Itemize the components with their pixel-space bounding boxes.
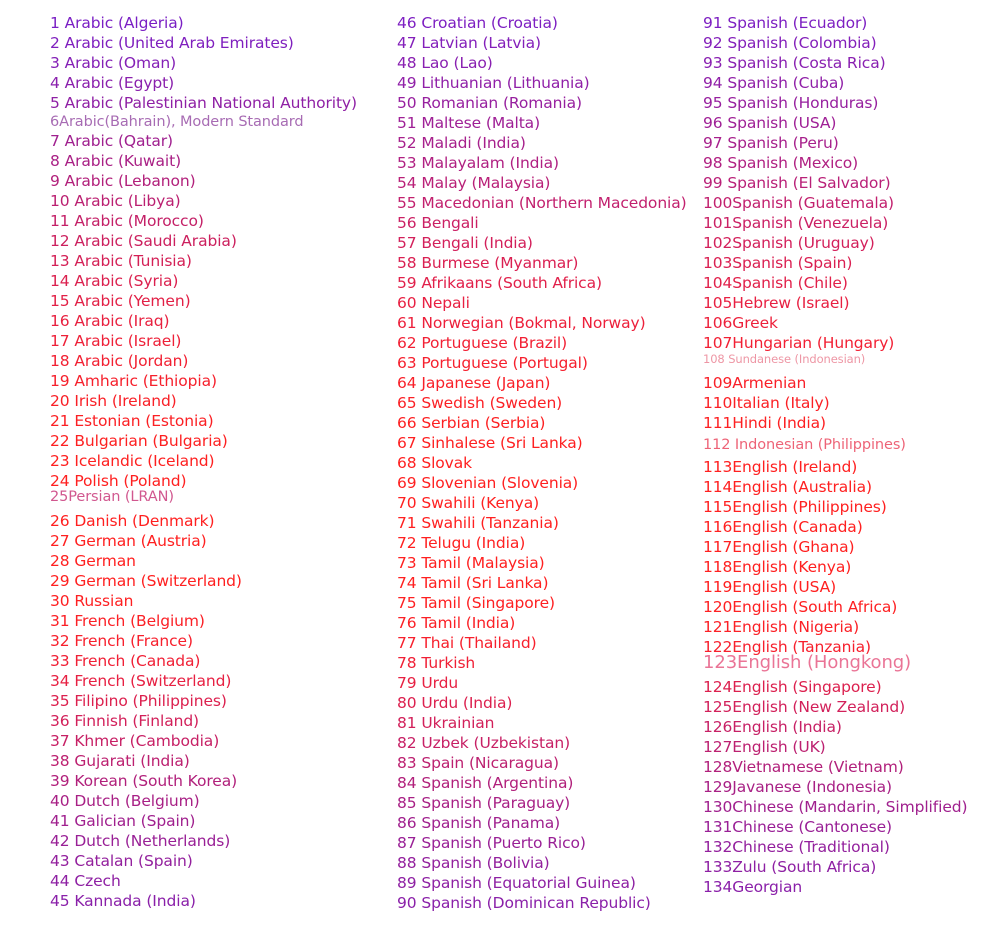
- language-list-item: 9 Arabic (Lebanon): [50, 172, 196, 190]
- language-list-item: 22 Bulgarian (Bulgaria): [50, 432, 228, 450]
- language-list-item: 3 Arabic (Oman): [50, 54, 177, 72]
- language-list-item: 133Zulu (South Africa): [703, 858, 877, 876]
- language-list-item: 104Spanish (Chile): [703, 274, 848, 292]
- language-list-item: 74 Tamil (Sri Lanka): [397, 574, 549, 592]
- language-list-item: 70 Swahili (Kenya): [397, 494, 540, 512]
- language-list-item: 17 Arabic (Israel): [50, 332, 182, 350]
- language-list-item: 99 Spanish (El Salvador): [703, 174, 891, 192]
- language-list-item: 16 Arabic (Iraq): [50, 312, 170, 330]
- language-list-item: 85 Spanish (Paraguay): [397, 794, 571, 812]
- language-list-item: 20 Irish (Ireland): [50, 392, 177, 410]
- language-list-item: 108 Sundanese (Indonesian): [703, 352, 866, 366]
- language-list-item: 117English (Ghana): [703, 538, 855, 556]
- language-list-item: 25Persian (LRAN): [50, 489, 174, 505]
- language-list-item: 114English (Australia): [703, 478, 872, 496]
- language-list-item: 53 Malayalam (India): [397, 154, 559, 172]
- language-list-item: 130Chinese (Mandarin, Simplified): [703, 798, 968, 816]
- language-list-item: 109Armenian: [703, 374, 807, 392]
- language-list-item: 2 Arabic (United Arab Emirates): [50, 34, 294, 52]
- language-list-item: 55 Macedonian (Northern Macedonia): [397, 194, 687, 212]
- language-column-3: [703, 13, 967, 897]
- language-list-item: 68 Slovak: [397, 454, 473, 472]
- language-list-item: 19 Amharic (Ethiopia): [50, 372, 217, 390]
- language-list-item: 112 Indonesian (Philippines): [703, 437, 906, 453]
- language-list-item: 92 Spanish (Colombia): [703, 34, 877, 52]
- language-list-item: 127English (UK): [703, 738, 826, 756]
- language-list-item: 24 Polish (Poland): [50, 472, 187, 490]
- language-list-item: 105Hebrew (Israel): [703, 294, 850, 312]
- language-list-item: 61 Norwegian (Bokmal, Norway): [397, 314, 646, 332]
- language-list-item: 21 Estonian (Estonia): [50, 412, 214, 430]
- language-list-item: 43 Catalan (Spain): [50, 852, 193, 870]
- language-list-item: 83 Spain (Nicaragua): [397, 754, 559, 772]
- language-list-item: 122English (Tanzania): [703, 638, 871, 656]
- language-list-item: 86 Spanish (Panama): [397, 814, 561, 832]
- language-list-item: 132Chinese (Traditional): [703, 838, 890, 856]
- language-list-item: 90 Spanish (Dominican Republic): [397, 894, 651, 912]
- language-list-item: 37 Khmer (Cambodia): [50, 732, 220, 750]
- language-list-item: 7 Arabic (Qatar): [50, 132, 173, 150]
- language-list-item: 60 Nepali: [397, 294, 470, 312]
- language-list-item: 57 Bengali (India): [397, 234, 533, 252]
- language-list-item: 59 Afrikaans (South Africa): [397, 274, 602, 292]
- language-list-item: 95 Spanish (Honduras): [703, 94, 879, 112]
- language-list-item: 91 Spanish (Ecuador): [703, 14, 868, 32]
- language-list-item: 94 Spanish (Cuba): [703, 74, 845, 92]
- language-list-item: 8 Arabic (Kuwait): [50, 152, 182, 170]
- language-list-item: 84 Spanish (Argentina): [397, 774, 574, 792]
- language-list-item: 46 Croatian (Croatia): [397, 14, 558, 32]
- language-list-item: 48 Lao (Lao): [397, 54, 493, 72]
- language-list-item: 1 Arabic (Algeria): [50, 14, 184, 32]
- language-list-item: 49 Lithuanian (Lithuania): [397, 74, 590, 92]
- language-list-item: 18 Arabic (Jordan): [50, 352, 189, 370]
- language-list-item: 121English (Nigeria): [703, 618, 860, 636]
- language-list-item: 78 Turkish: [397, 654, 476, 672]
- language-list-item: 5 Arabic (Palestinian National Authority): [50, 94, 357, 112]
- language-list-item: 38 Gujarati (India): [50, 752, 190, 770]
- language-list-item: 87 Spanish (Puerto Rico): [397, 834, 586, 852]
- language-list-item: 96 Spanish (USA): [703, 114, 837, 132]
- language-list-item: 72 Telugu (India): [397, 534, 526, 552]
- language-list-item: 30 Russian: [50, 592, 134, 610]
- language-list-item: 131Chinese (Cantonese): [703, 818, 893, 836]
- language-list-item: 13 Arabic (Tunisia): [50, 252, 192, 270]
- language-list-item: 4 Arabic (Egypt): [50, 74, 175, 92]
- language-list-item: 47 Latvian (Latvia): [397, 34, 541, 52]
- language-list-item: 50 Romanian (Romania): [397, 94, 582, 112]
- language-list-item: 113English (Ireland): [703, 458, 858, 476]
- language-list-item: 58 Burmese (Myanmar): [397, 254, 579, 272]
- language-list-item: 15 Arabic (Yemen): [50, 292, 191, 310]
- language-list-item: 118English (Kenya): [703, 558, 852, 576]
- language-list-item: 36 Finnish (Finland): [50, 712, 200, 730]
- language-list-item: 76 Tamil (India): [397, 614, 516, 632]
- language-list-item: 97 Spanish (Peru): [703, 134, 839, 152]
- language-list-item: 28 German: [50, 552, 136, 570]
- language-list-item: 93 Spanish (Costa Rica): [703, 54, 886, 72]
- language-list-item: 23 Icelandic (Iceland): [50, 452, 215, 470]
- language-list-item: 66 Serbian (Serbia): [397, 414, 546, 432]
- language-list-item: 98 Spanish (Mexico): [703, 154, 859, 172]
- language-list-item: 103Spanish (Spain): [703, 254, 853, 272]
- language-list-item: 129Javanese (Indonesia): [703, 778, 892, 796]
- language-list-item: 45 Kannada (India): [50, 892, 196, 910]
- language-list-item: 89 Spanish (Equatorial Guinea): [397, 874, 636, 892]
- language-list-item: 39 Korean (South Korea): [50, 772, 238, 790]
- language-list-item: 125English (New Zealand): [703, 698, 906, 716]
- language-list-item: 75 Tamil (Singapore): [397, 594, 555, 612]
- language-list-item: 12 Arabic (Saudi Arabia): [50, 232, 237, 250]
- language-list-item: 123English (Hongkong): [703, 652, 912, 673]
- language-list-item: 126English (India): [703, 718, 842, 736]
- language-list-item: 124English (Singapore): [703, 678, 882, 696]
- language-list-item: 51 Maltese (Malta): [397, 114, 541, 132]
- language-list-item: 56 Bengali: [397, 214, 479, 232]
- language-list-item: 67 Sinhalese (Sri Lanka): [397, 434, 583, 452]
- language-list-item: 88 Spanish (Bolivia): [397, 854, 550, 872]
- language-list-item: 71 Swahili (Tanzania): [397, 514, 559, 532]
- language-list-item: 6Arabic(Bahrain), Modern Standard: [50, 114, 304, 130]
- language-list-item: 82 Uzbek (Uzbekistan): [397, 734, 571, 752]
- language-list-item: 110Italian (Italy): [703, 394, 830, 412]
- language-list-item: 27 German (Austria): [50, 532, 207, 550]
- language-list-item: 52 Maladi (India): [397, 134, 526, 152]
- language-list-item: 106Greek: [703, 314, 778, 332]
- language-list-item: 111Hindi (India): [703, 414, 826, 432]
- language-list-item: 120English (South Africa): [703, 598, 898, 616]
- language-list-item: 73 Tamil (Malaysia): [397, 554, 545, 572]
- language-list-item: 77 Thai (Thailand): [397, 634, 537, 652]
- language-list-item: 128Vietnamese (Vietnam): [703, 758, 904, 776]
- language-list-item: 40 Dutch (Belgium): [50, 792, 200, 810]
- language-list-item: 107Hungarian (Hungary): [703, 334, 895, 352]
- language-list-item: 35 Filipino (Philippines): [50, 692, 227, 710]
- language-list-item: 64 Japanese (Japan): [397, 374, 551, 392]
- language-list-item: 33 French (Canada): [50, 652, 201, 670]
- language-list-item: 42 Dutch (Netherlands): [50, 832, 231, 850]
- language-column-2: [397, 13, 687, 913]
- language-list-item: 41 Galician (Spain): [50, 812, 196, 830]
- language-column-1: [50, 13, 357, 911]
- language-list-item: 81 Ukrainian: [397, 714, 495, 732]
- language-list-item: 63 Portuguese (Portugal): [397, 354, 588, 372]
- language-list-item: 11 Arabic (Morocco): [50, 212, 204, 230]
- language-list-item: 54 Malay (Malaysia): [397, 174, 551, 192]
- language-list-item: 44 Czech: [50, 872, 121, 890]
- language-list-item: 79 Urdu: [397, 674, 459, 692]
- language-list-item: 62 Portuguese (Brazil): [397, 334, 568, 352]
- language-list-item: 31 French (Belgium): [50, 612, 205, 630]
- language-list-item: 26 Danish (Denmark): [50, 512, 215, 530]
- language-list-item: 101Spanish (Venezuela): [703, 214, 889, 232]
- language-list-item: 102Spanish (Uruguay): [703, 234, 875, 252]
- language-list-item: 80 Urdu (India): [397, 694, 513, 712]
- language-list-item: 134Georgian: [703, 878, 803, 896]
- language-list-item: 115English (Philippines): [703, 498, 887, 516]
- language-list-item: 116English (Canada): [703, 518, 863, 536]
- language-list-item: 119English (USA): [703, 578, 837, 596]
- language-list-item: 100Spanish (Guatemala): [703, 194, 894, 212]
- language-list-item: 34 French (Switzerland): [50, 672, 232, 690]
- language-list-item: 69 Slovenian (Slovenia): [397, 474, 579, 492]
- language-list-item: 10 Arabic (Libya): [50, 192, 181, 210]
- language-list-item: 14 Arabic (Syria): [50, 272, 179, 290]
- language-list-item: 29 German (Switzerland): [50, 572, 242, 590]
- language-list-item: 65 Swedish (Sweden): [397, 394, 563, 412]
- language-list-item: 32 French (France): [50, 632, 193, 650]
